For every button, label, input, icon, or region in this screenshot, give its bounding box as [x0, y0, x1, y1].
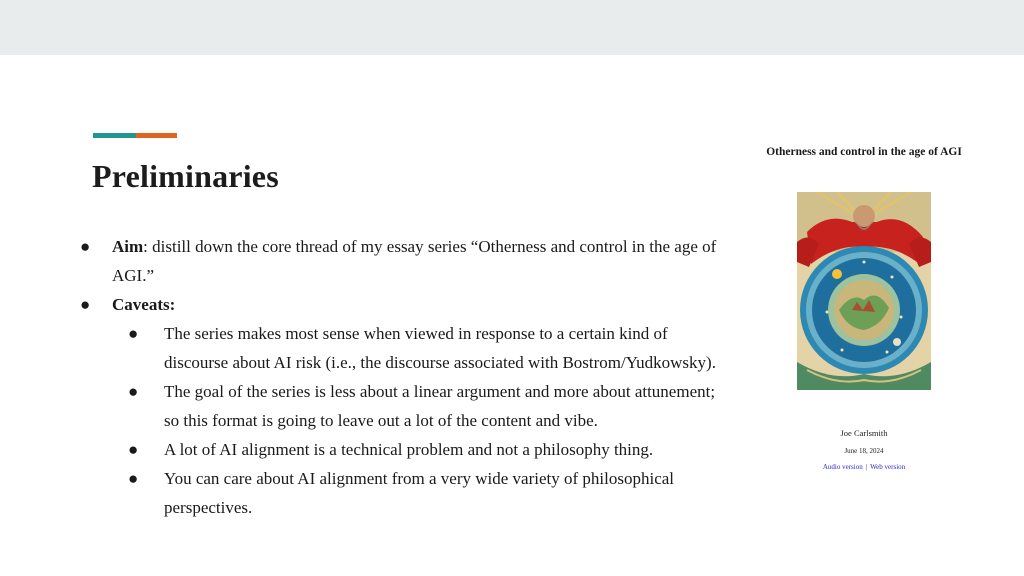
accent-teal	[93, 133, 136, 138]
bullet-dot: ●	[80, 237, 91, 256]
cover-date: June 18, 2024	[844, 447, 884, 455]
bullet-aim	[80, 232, 730, 290]
slide-title: Preliminaries	[92, 158, 279, 194]
sub-bullet	[80, 435, 730, 464]
cover-author: Joe Carlsmith	[840, 428, 888, 438]
sub-bullet-text: The series makes most sense when viewed in response to a certain kind of discourse about AI risk (i.e., the discourse associated with Bostrom/Yudkowsky).	[164, 324, 716, 372]
bullet-list	[80, 232, 730, 522]
bullet-label: Caveats:	[112, 295, 176, 314]
bullet-caveats	[80, 290, 730, 319]
bullet-dot: ●	[128, 440, 139, 459]
accent-orange	[136, 133, 177, 138]
essay-cover	[748, 146, 980, 471]
cosmos-svg	[797, 192, 931, 390]
link-separator: |	[865, 463, 868, 471]
bullet-text: : distill down the core thread of my essay series “Otherness and control in the age of AGI.”	[112, 237, 717, 285]
cover-links	[748, 463, 980, 471]
sub-bullet-text: You can care about AI alignment from a very wide variety of philosophical perspectives.	[164, 469, 675, 517]
bullet-dot: ●	[80, 295, 91, 314]
sub-bullet	[80, 377, 730, 435]
web-version-link[interactable]: Web version	[870, 463, 906, 471]
sub-bullet-text: A lot of AI alignment is a technical problem and not a philosophy thing.	[164, 440, 654, 459]
top-band	[0, 0, 1024, 55]
bullet-label: Aim	[112, 237, 144, 256]
cover-title: Otherness and control in the age of AGI	[766, 146, 962, 158]
bullet-dot: ●	[128, 469, 139, 488]
title-accent-bar	[93, 133, 177, 138]
medieval-cosmos-illustration-icon	[797, 192, 931, 390]
audio-version-link[interactable]: Audio version	[822, 463, 863, 471]
bullet-dot: ●	[128, 382, 139, 401]
sub-bullet	[80, 319, 730, 377]
sub-bullet	[80, 464, 730, 522]
sub-bullet-text: The goal of the series is less about a linear argument and more about attunement; so this format is going to leave out a lot of the content and vibe.	[164, 382, 716, 430]
bullet-dot: ●	[128, 324, 139, 343]
